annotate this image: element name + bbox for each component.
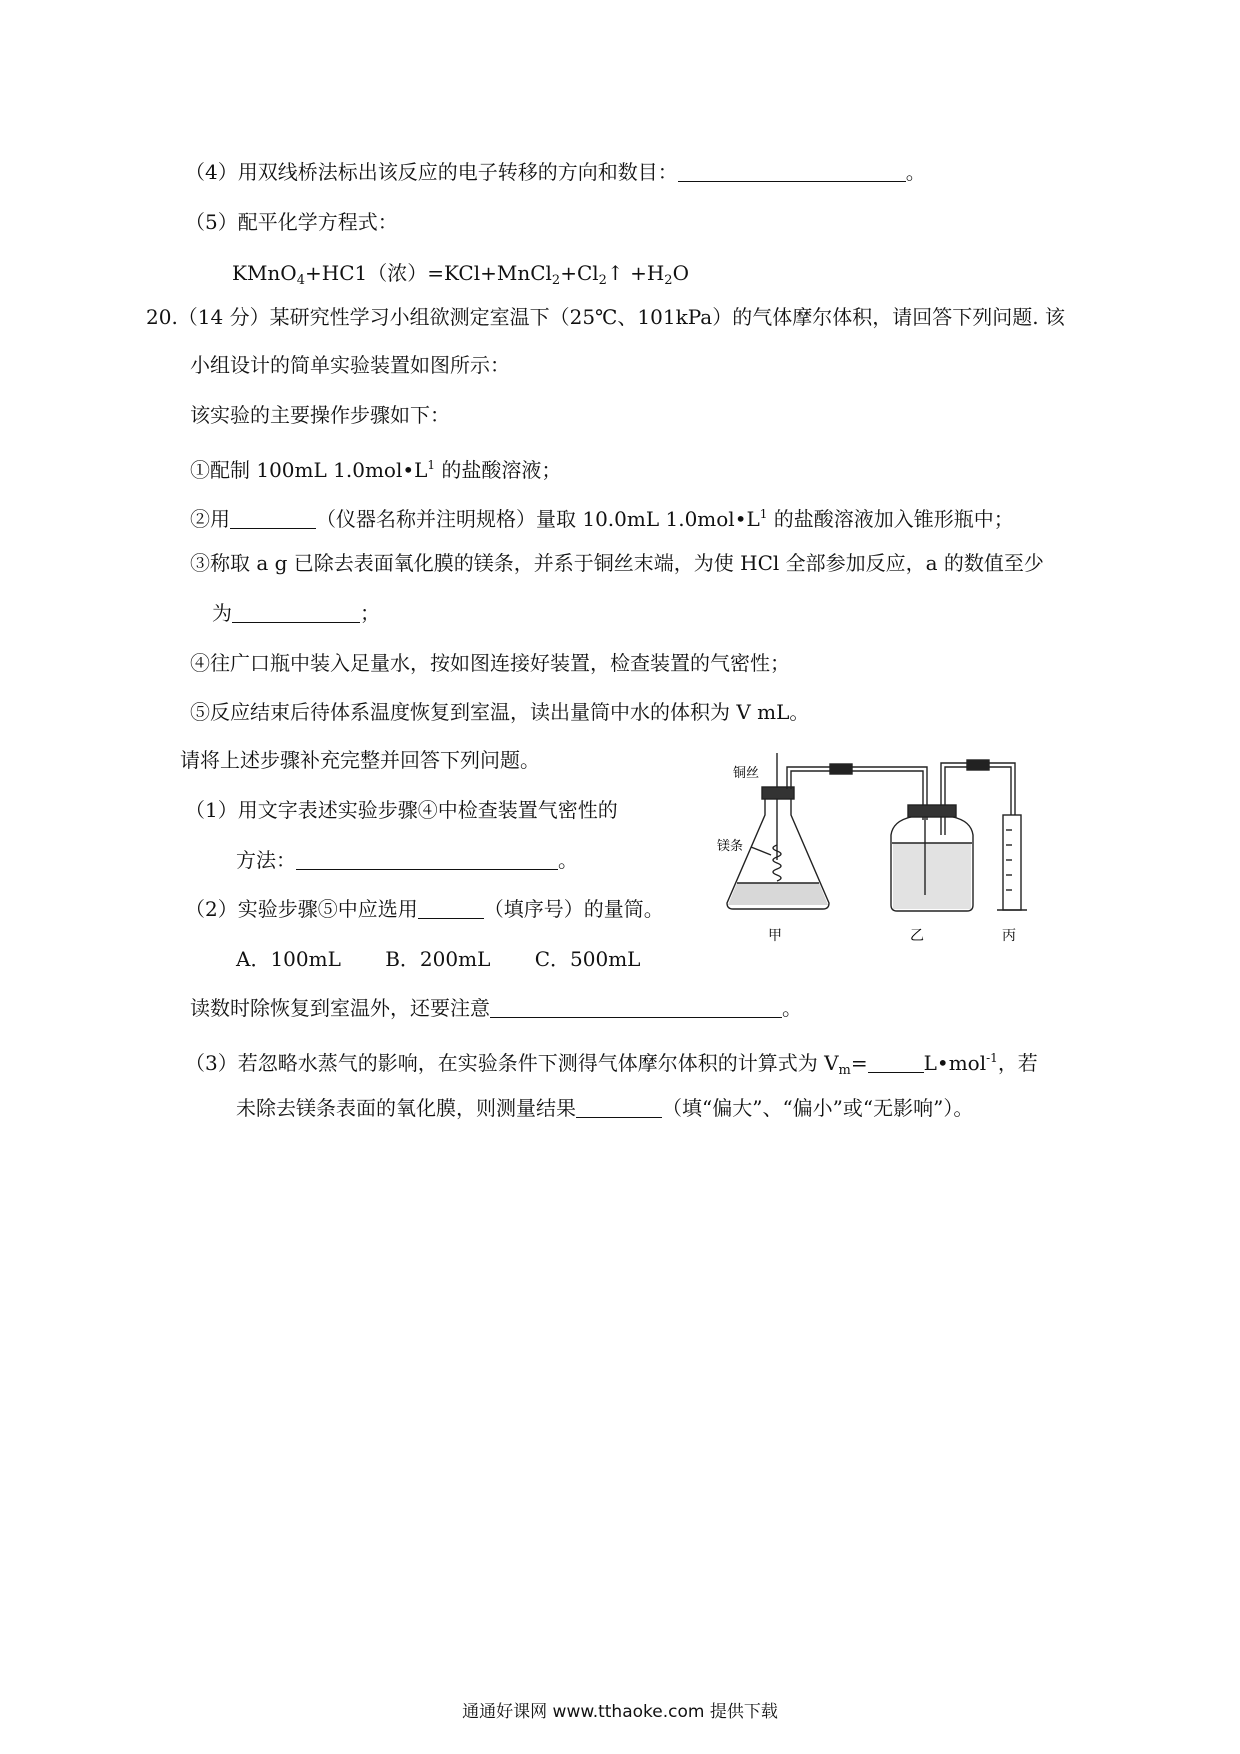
q19-part4: （4）用双线桥法标出该反应的电子转移的方向和数目： 。: [185, 160, 926, 184]
label-mg-ribbon: 镁条: [717, 839, 744, 854]
steps-title: 该实验的主要操作步骤如下：: [190, 403, 450, 427]
q19-part5: （5）配平化学方程式：: [185, 210, 398, 234]
label-flask-a: 甲: [768, 928, 782, 944]
option-c[interactable]: C．500mL: [534, 947, 641, 971]
step-3-line2: 为 ；: [212, 601, 380, 625]
answer-blank[interactable]: [230, 506, 316, 529]
q19-equation: KMnO$_4$+HC1（浓）$=KCl+MnCl_2+Cl_2↑ +H_2O$: [232, 261, 689, 288]
sub-question-3-line2: 未除去镁条表面的氧化膜，则测量结果 （填“偏大”、“偏小”或“无影响”）。: [236, 1096, 974, 1120]
answer-blank[interactable]: [232, 600, 360, 623]
sub-question-2: （2）实验步骤⑤中应选用 （填序号）的量筒。: [185, 897, 664, 921]
option-a[interactable]: A．100mL: [236, 947, 341, 971]
measuring-cylinder: [997, 815, 1027, 910]
option-b[interactable]: B．200mL: [385, 947, 491, 971]
label-cylinder-c: 丙: [1002, 928, 1016, 944]
step-2: ②用 （仪器名称并注明规格）量取 10.0mL $1.0mol•L^1$ 的盐酸溶液加入锥形瓶中；: [190, 507, 1014, 531]
sub-question-2-reading: 读数时除恢复到室温外，还要注意 。: [190, 996, 802, 1020]
prompt-line: 请将上述步骤补充完整并回答下列问题。: [180, 748, 540, 772]
label-copper-wire: 铜丝: [733, 766, 760, 781]
page-footer: 通通好课网 www.tthaoke.com 提供下载: [462, 1702, 778, 1722]
q20-intro-line1: 20.（14 分）某研究性学习小组欲测定室温下（25℃、101kPa）的气体摩尔体积，请回答下列问题. 该: [146, 305, 1065, 329]
delivery-tubes: [787, 760, 1015, 835]
sub-question-1-line1: （1）用文字表述实验步骤④中检查装置气密性的: [185, 798, 618, 822]
sub-question-1-line2: 方法： 。: [236, 848, 578, 872]
answer-blank[interactable]: [868, 1050, 924, 1073]
step-5: ⑤反应结束后待体系温度恢复到室温，读出量筒中水的体积为 V mL。: [190, 700, 810, 724]
options-row: [236, 944, 640, 974]
wide-mouth-bottle: [891, 805, 973, 911]
sub-question-3-line1: （3）若忽略水蒸气的影响，在实验条件下测得气体摩尔体积的计算式为 $V_m=$ L•mol$^{-1}$，若: [185, 1051, 1038, 1078]
step-3-line1: ③称取 a g 已除去表面氧化膜的镁条，并系于铜丝末端，为使 HCl 全部参加反应，a 的数值至少: [190, 551, 1044, 575]
step-4: ④往广口瓶中装入足量水，按如图连接好装置，检查装置的气密性；: [190, 651, 790, 675]
answer-blank[interactable]: [576, 1095, 662, 1118]
step-1: ①配制 100mL $1.0mol•L^1$ 的盐酸溶液；: [190, 458, 562, 482]
q20-intro-line2: 小组设计的简单实验装置如图所示：: [190, 353, 510, 377]
apparatus-figure: [715, 745, 1055, 945]
answer-blank[interactable]: [418, 896, 484, 919]
answer-blank[interactable]: [678, 159, 906, 182]
label-bottle-b: 乙: [910, 928, 924, 944]
answer-blank[interactable]: [296, 847, 558, 870]
answer-blank[interactable]: [490, 995, 782, 1018]
